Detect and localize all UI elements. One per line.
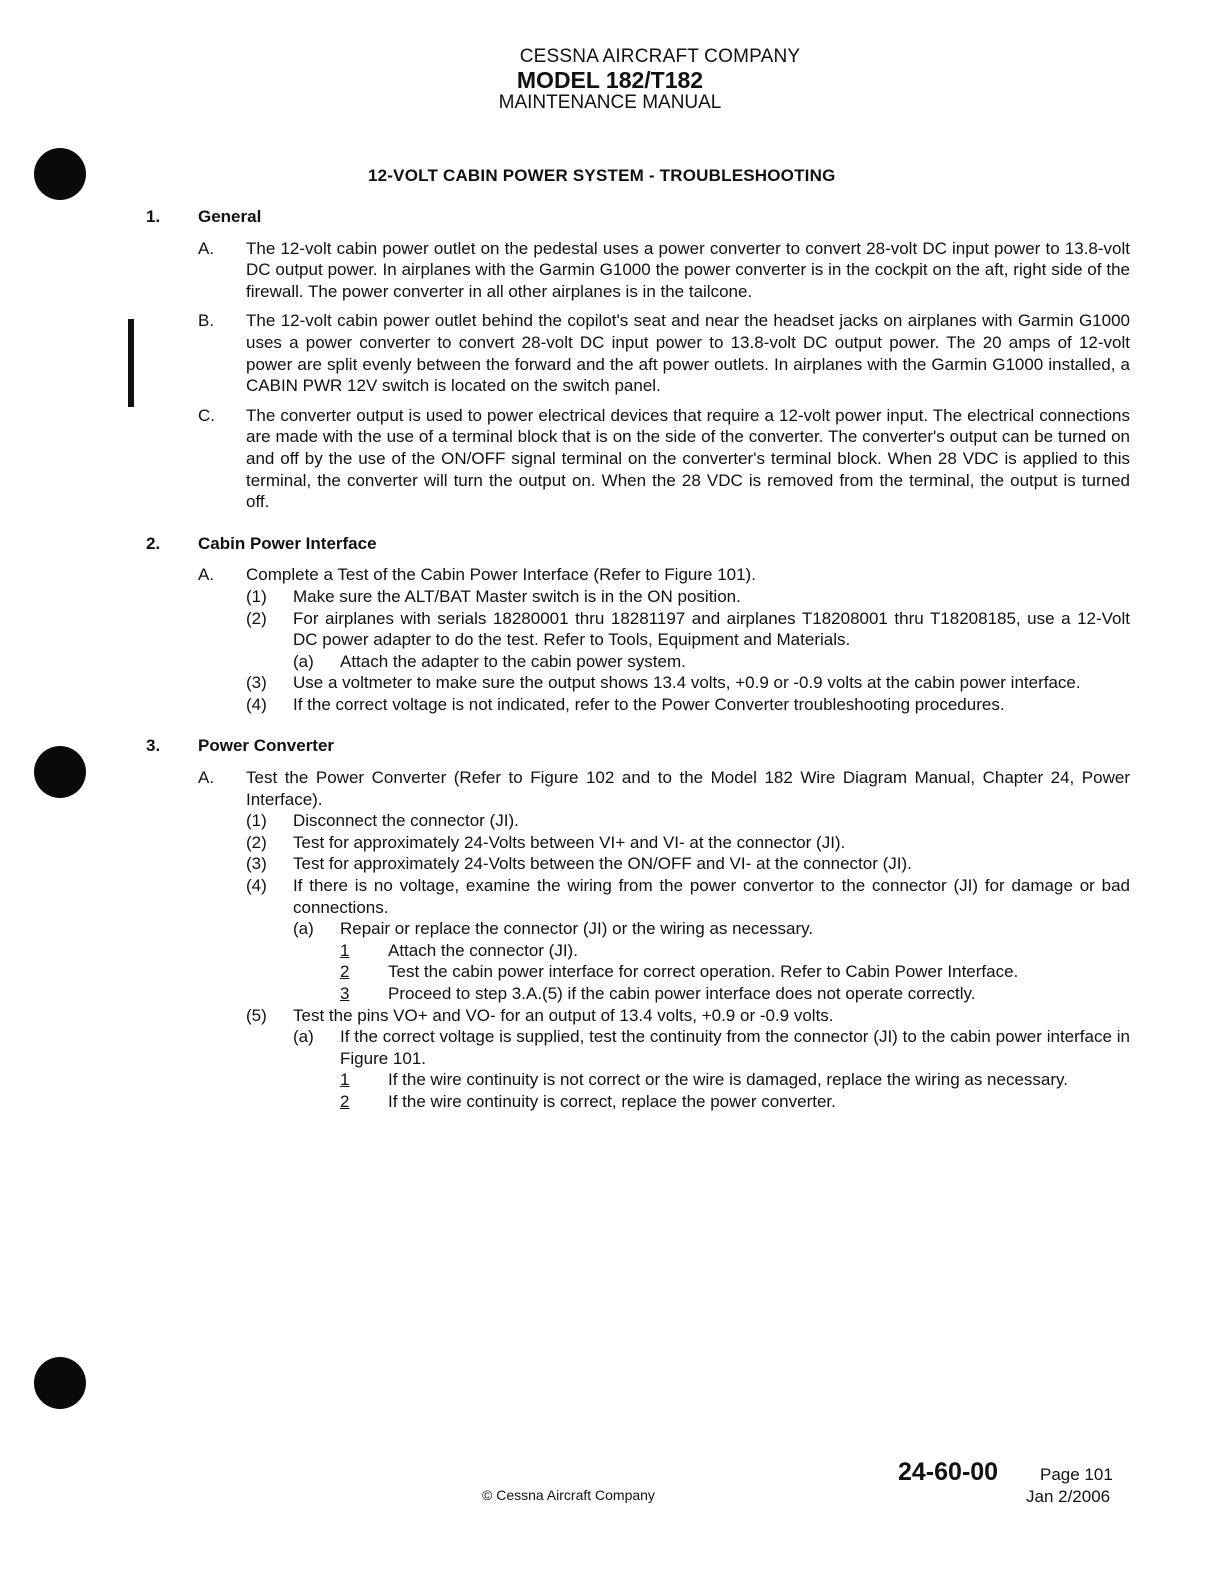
paragraph [198,238,1130,303]
step-text: Test for approximately 24-Volts between the ON/OFF and VI- at the connector (JI). [293,854,912,874]
footer-copyright: © Cessna Aircraft Company [482,1487,655,1503]
substep-text: If the correct voltage is supplied, test the continuity from the connector (JI) to the cabin power interface in Figure 101. [340,1027,1130,1068]
footer-chapter-code: 24-60-00 [898,1458,999,1486]
manual-name: MAINTENANCE MANUAL [498,92,722,113]
step-marker: (4) [246,876,267,896]
binder-hole-top [34,148,86,200]
step-marker: (1) [246,586,267,606]
section-number: 1. [146,207,161,226]
numbered-substep-marker: 2 [340,1091,350,1111]
numbered-substep-marker: 2 [340,962,350,982]
numbered-substep-marker: 1 [340,940,350,960]
step [246,832,1130,854]
step [246,853,1130,875]
paragraph [198,310,1130,396]
section-cabin-power-interface [146,533,1130,555]
page-header [0,46,1220,114]
paragraph-text: Complete a Test of the Cabin Power Interface (Refer to Figure 101). [246,565,756,585]
numbered-substep [340,1069,1130,1091]
substep-marker: (a) [293,651,314,671]
substep-text: Attach the adapter to the cabin power system. [340,651,686,671]
step-text: Disconnect the connector (JI). [293,811,519,831]
numbered-substep-text: If the wire continuity is not correct or the wire is damaged, replace the wiring as necessary. [388,1070,1068,1090]
paragraph-text: The 12-volt cabin power outlet on the pedestal uses a power converter to convert 28-volt DC input power to 13.8-volt DC output power. In airplanes with the Garmin G1000 the power converter is in the cockpit on the aft, right side of the firewall. The power converter in all other airplanes is in the tailcone. [246,238,1130,301]
binder-hole-middle [34,746,86,798]
step-marker: (3) [246,673,267,693]
paragraph [198,564,1130,586]
paragraph-text: Test the Power Converter (Refer to Figure 102 and to the Model 182 Wire Diagram Manual, Chapter 24, Power Interface). [246,768,1130,809]
page-title: 12-VOLT CABIN POWER SYSTEM - TROUBLESHOOTING [368,166,836,185]
substep [293,918,1130,940]
section-heading: General [198,207,262,226]
section-heading: Power Converter [198,736,335,756]
section-power-converter [146,735,1130,757]
paragraph-text: The converter output is used to power electrical devices that require a 12-volt power input. The electrical connections are made with the use of a terminal block that is on the side of the converter. The converter's output can be turned on and off by the use of the ON/OFF signal terminal on the converter's terminal block. When 28 VDC is applied to this terminal, the converter will turn the output on. When the 28 VDC is removed from the terminal, the output is turned off. [246,405,1130,512]
substep-marker: (a) [293,1027,314,1047]
step-marker: (5) [246,1005,267,1025]
paragraph-marker: A. [198,768,215,788]
section-number: 2. [146,533,161,553]
step [246,608,1130,651]
model-name: MODEL 182/T182 [516,67,704,93]
numbered-substep [340,940,1130,962]
numbered-substep-text: Test the cabin power interface for correct operation. Refer to Cabin Power Interface. [388,962,1019,982]
company-name: CESSNA AIRCRAFT COMPANY [519,46,801,67]
paragraph-marker: A. [198,238,215,258]
binder-hole-bottom [34,1357,86,1409]
step-text: Use a voltmeter to make sure the output shows 13.4 volts, +0.9 or -0.9 volts at the cabin power interface. [293,673,1081,693]
footer-date: Jan 2/2006 [1026,1487,1111,1506]
paragraph [198,767,1130,810]
section-heading: Cabin Power Interface [198,533,377,553]
revision-change-bar [128,319,134,407]
footer-page-number: Page 101 [1040,1465,1113,1484]
step-text: If there is no voltage, examine the wiring from the power convertor to the connector (JI) for damage or bad connections. [293,876,1130,917]
step [246,810,1130,832]
section-number: 3. [146,736,161,756]
numbered-substep [340,961,1130,983]
step-text: If the correct voltage is not indicated, refer to the Power Converter troubleshooting procedures. [293,694,1005,714]
step [246,586,1130,608]
numbered-substep-text: Attach the connector (JI). [388,940,578,960]
substep-marker: (a) [293,919,314,939]
numbered-substep-marker: 3 [340,984,350,1003]
substep [293,651,1130,673]
paragraph-marker: B. [198,311,215,331]
step-text: Make sure the ALT/BAT Master switch is in the ON position. [293,586,741,606]
step-marker: (4) [246,694,267,714]
section-general [146,206,1130,228]
step [246,1005,1130,1027]
step-marker: (2) [246,832,267,852]
numbered-substep-marker: 1 [340,1070,350,1090]
step [246,694,1130,716]
numbered-substep-text: If the wire continuity is correct, replace the power converter. [388,1091,836,1111]
step-marker: (3) [246,854,267,874]
paragraph-marker: A. [198,565,215,585]
substep-text: Repair or replace the connector (JI) or the wiring as necessary. [340,919,814,939]
step-marker: (2) [246,608,267,628]
step [246,875,1130,918]
step-marker: (1) [246,811,267,831]
step [246,672,1130,694]
paragraph-marker: C. [198,405,215,425]
step-text: Test for approximately 24-Volts between VI+ and VI- at the connector (JI). [293,832,846,852]
paragraph-text: The 12-volt cabin power outlet behind the copilot's seat and near the headset jacks on airplanes with Garmin G1000 uses a power converter to convert 28-volt DC input power to 13.8-volt DC output power. The 20 amps of 12-volt power are split evenly between the forward and the aft power outlets. In airplanes with the Garmin G1000 installed, a CABIN PWR 12V switch is located on the switch panel. [246,311,1130,396]
numbered-substep [340,983,1130,1005]
numbered-substep-text: Proceed to step 3.A.(5) if the cabin power interface does not operate correctly. [388,984,976,1003]
numbered-substep [340,1091,1130,1113]
substep [293,1026,1130,1069]
document-body [146,206,1130,1113]
paragraph [198,405,1130,513]
step-text: Test the pins VO+ and VO- for an output of 13.4 volts, +0.9 or -0.9 volts. [293,1005,834,1025]
step-text: For airplanes with serials 18280001 thru 18281197 and airplanes T18208001 thru T18208185, use a 12-Volt DC power adapter to do the test. Refer to Tools, Equipment and Materials. [293,608,1130,650]
